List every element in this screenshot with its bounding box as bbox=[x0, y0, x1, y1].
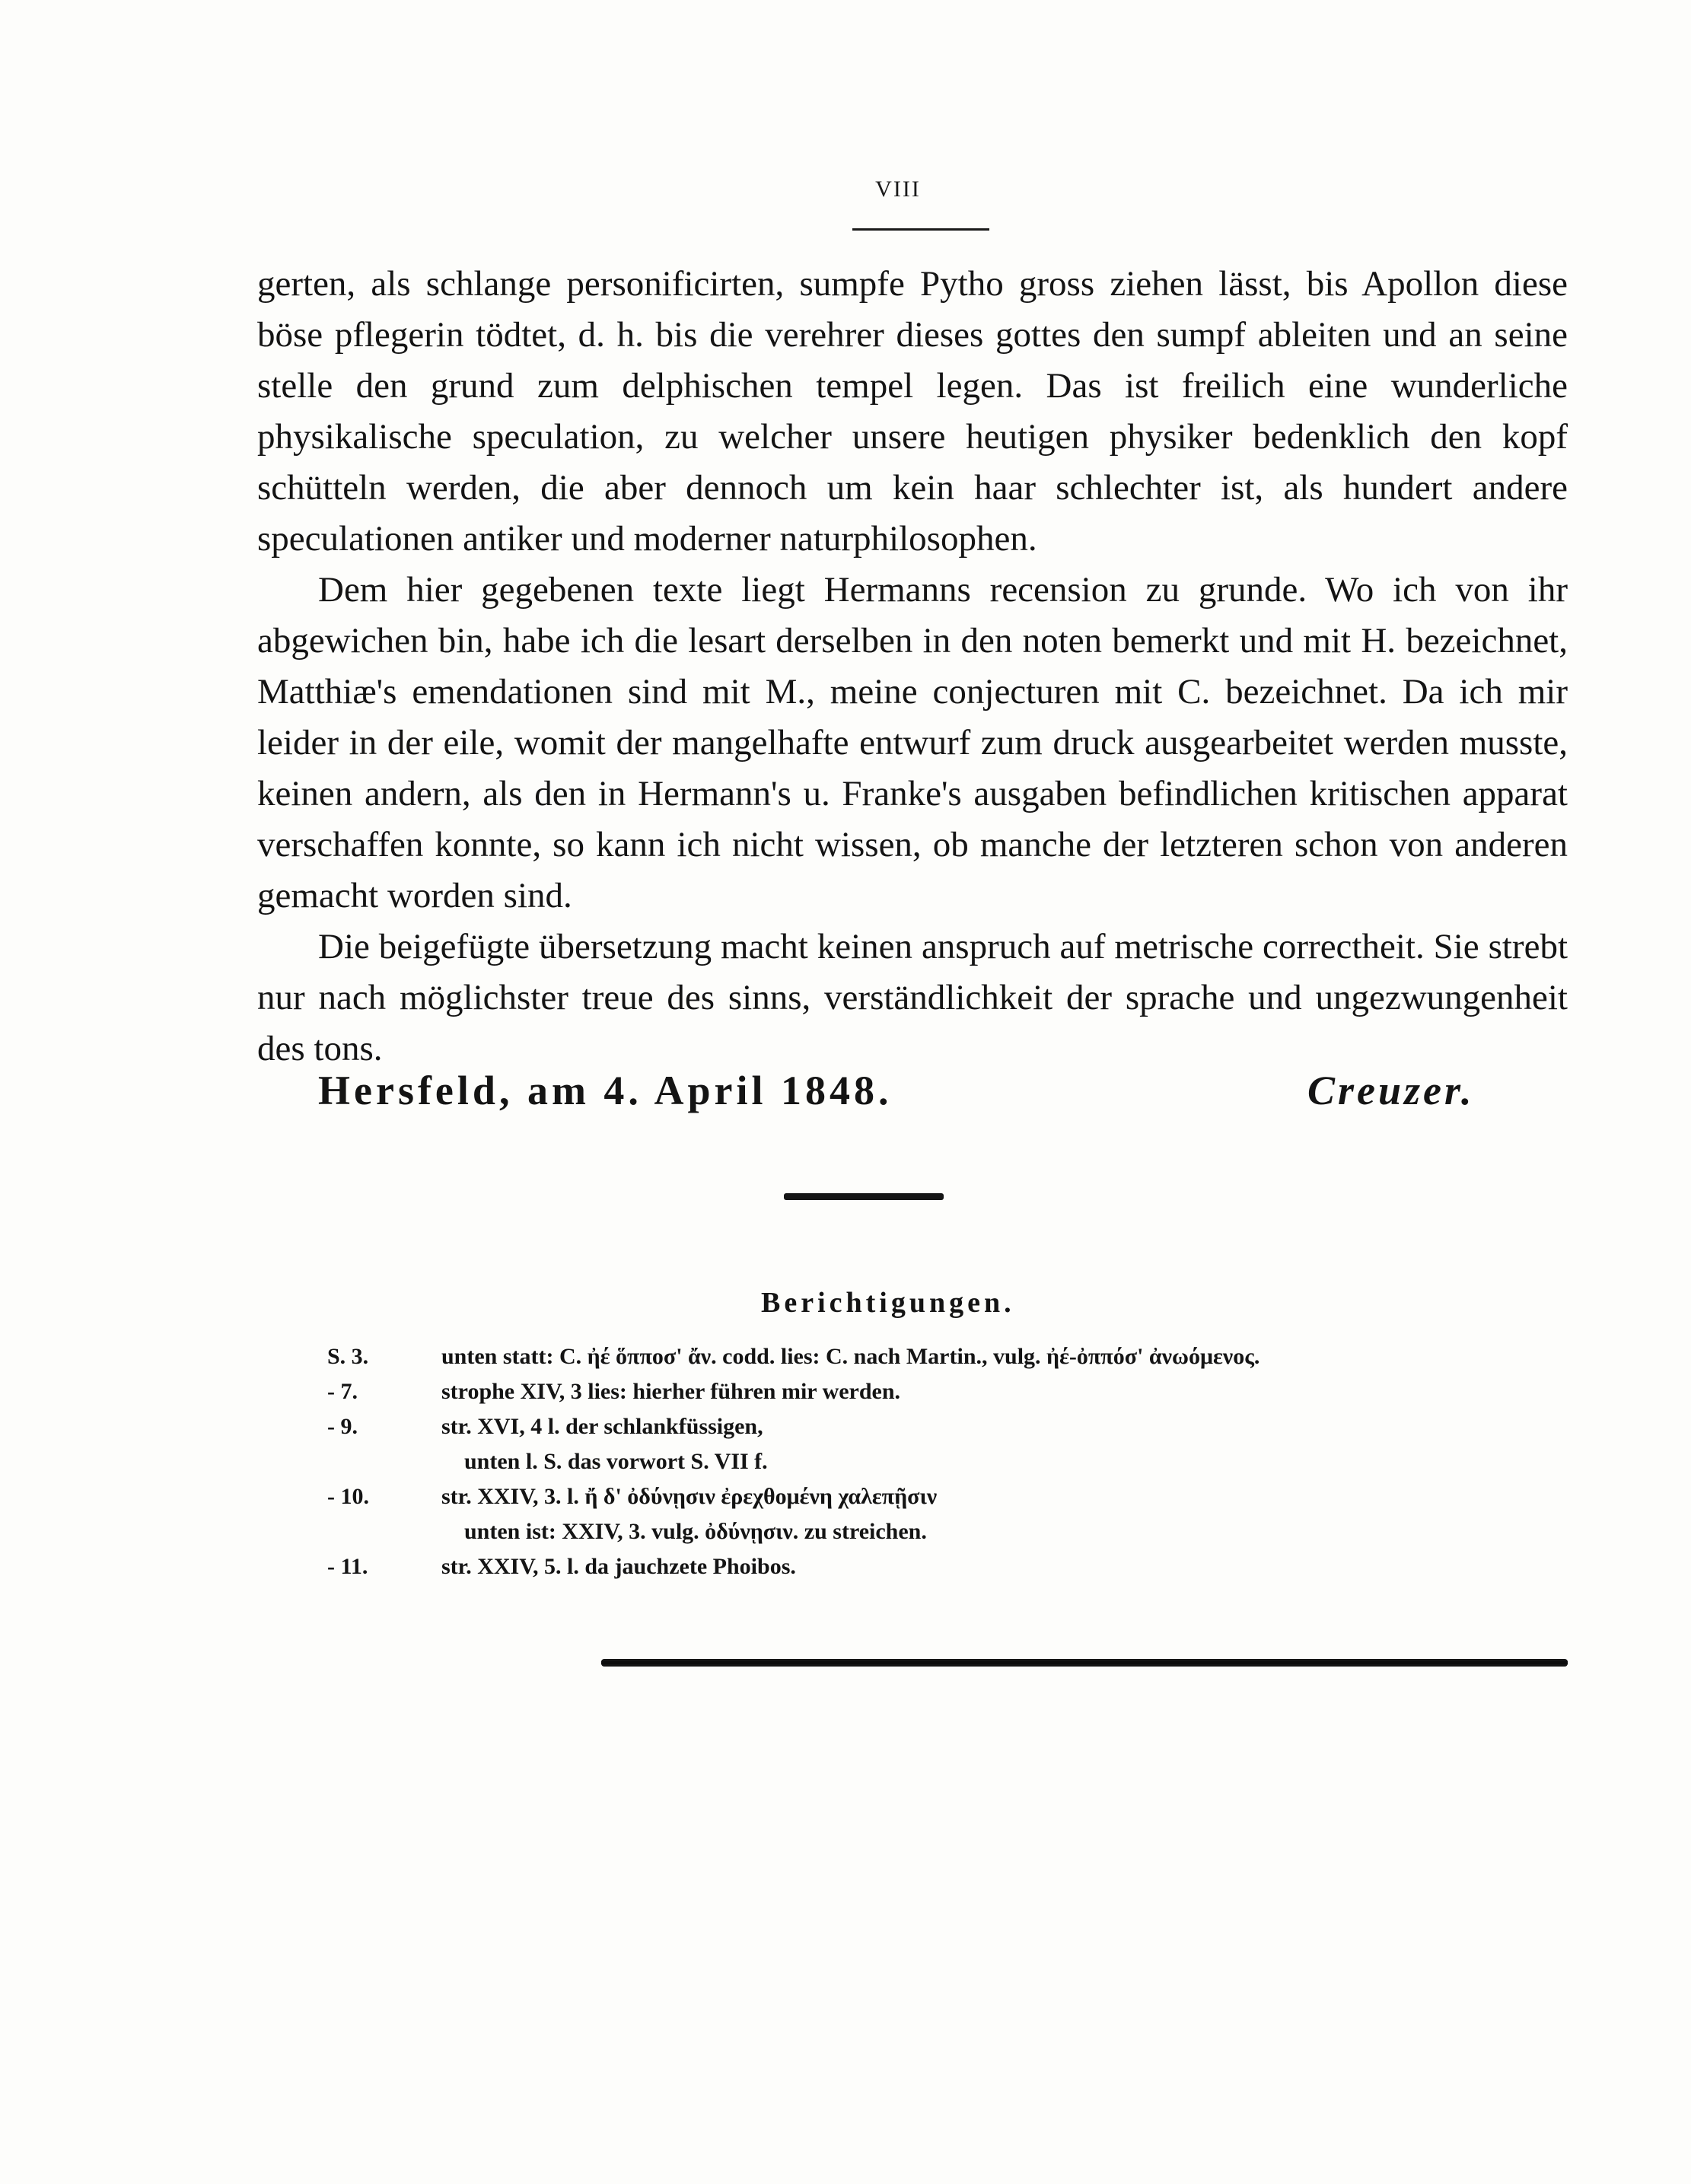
errata-row bbox=[327, 1374, 1560, 1409]
errata-list bbox=[327, 1339, 1560, 1584]
paragraph-3: Die beigefügte übersetzung macht keinen anspruch auf metrische correctheit. Sie strebt nur nach möglichster treue des sinns, verständlichkeit der sprache und ungezwungenheit des tons. bbox=[257, 927, 1568, 1068]
errata-text: str. XVI, 4 l. der schlankfüssigen, bbox=[441, 1414, 763, 1439]
paragraph-2: Dem hier gegebenen texte liegt Hermanns recension zu grunde. Wo ich von ihr abgewichen bin, habe ich die lesart derselben in den noten bemerkt und mit H. bezeichnet, Matthiæ's emendationen sind mit M., meine conjecturen mit C. bezeichnet. Da ich mir leider in der eile, womit der mangelhafte entwurf zum druck ausgearbeitet werden musste, keinen andern, als den in Hermann's u. Franke's ausgaben befindlichen kritischen apparat verschaffen konnte, so kann ich nicht wissen, ob manche der letzteren schon von anderen gemacht worden sind. bbox=[257, 570, 1568, 915]
errata-text: unten l. S. das vorwort S. VII f. bbox=[464, 1449, 768, 1474]
author-name: Creuzer. bbox=[1307, 1068, 1475, 1113]
errata-row bbox=[327, 1549, 1560, 1584]
errata-row bbox=[327, 1479, 1560, 1514]
errata-text: str. XXIV, 5. l. da jauchzete Phoibos. bbox=[441, 1554, 796, 1579]
errata-text: unten statt: C. ἠέ ὅπποσ' ἄν. codd. lies: C. nach Martin., vulg. ἠέ-ὀππόσ' ἀνωόμενος. bbox=[441, 1344, 1260, 1369]
section-divider bbox=[784, 1193, 944, 1200]
errata-text: strophe XIV, 3 lies: hierher führen mir werden. bbox=[441, 1379, 901, 1404]
errata-row bbox=[327, 1444, 1560, 1479]
page-number: VIII bbox=[875, 177, 921, 202]
body-text bbox=[257, 259, 1568, 1074]
errata-ref: S. 3. bbox=[327, 1344, 369, 1369]
page-number-rule bbox=[852, 228, 989, 231]
errata-row bbox=[327, 1514, 1560, 1549]
errata-ref: - 7. bbox=[327, 1379, 358, 1404]
errata-ref: - 9. bbox=[327, 1414, 358, 1439]
closing-rule bbox=[601, 1659, 1568, 1667]
signature-line bbox=[318, 1064, 1475, 1117]
errata-text: unten ist: XXIV, 3. vulg. ὀδύνῃσιν. zu streichen. bbox=[464, 1519, 927, 1544]
errata-ref: - 10. bbox=[327, 1484, 369, 1509]
errata-row bbox=[327, 1339, 1560, 1374]
errata-ref: - 11. bbox=[327, 1554, 368, 1579]
errata-text: str. XXIV, 3. l. ἤ δ' ὀδύνῃσιν ἐρεχθομένη χαλεπῇσιν bbox=[441, 1484, 938, 1509]
errata-title: Berichtigungen. bbox=[761, 1287, 1015, 1319]
paragraph-1: gerten, als schlange personificirten, sumpfe Pytho gross ziehen lässt, bis Apollon diese böse pflegerin tödtet, d. h. bis die verehrer dieses gottes den sumpf ableiten und an seine stelle den grund zum delphischen tempel legen. Das ist freilich eine wunderliche physikalische speculation, zu welcher unsere heutigen physiker bedenklich den kopf schütteln werden, die aber dennoch um kein haar schlechter ist, als hundert andere speculationen antiker und moderner naturphilosophen. bbox=[257, 264, 1568, 559]
place-date: Hersfeld, am 4. April 1848. bbox=[318, 1068, 893, 1113]
errata-row bbox=[327, 1409, 1560, 1444]
